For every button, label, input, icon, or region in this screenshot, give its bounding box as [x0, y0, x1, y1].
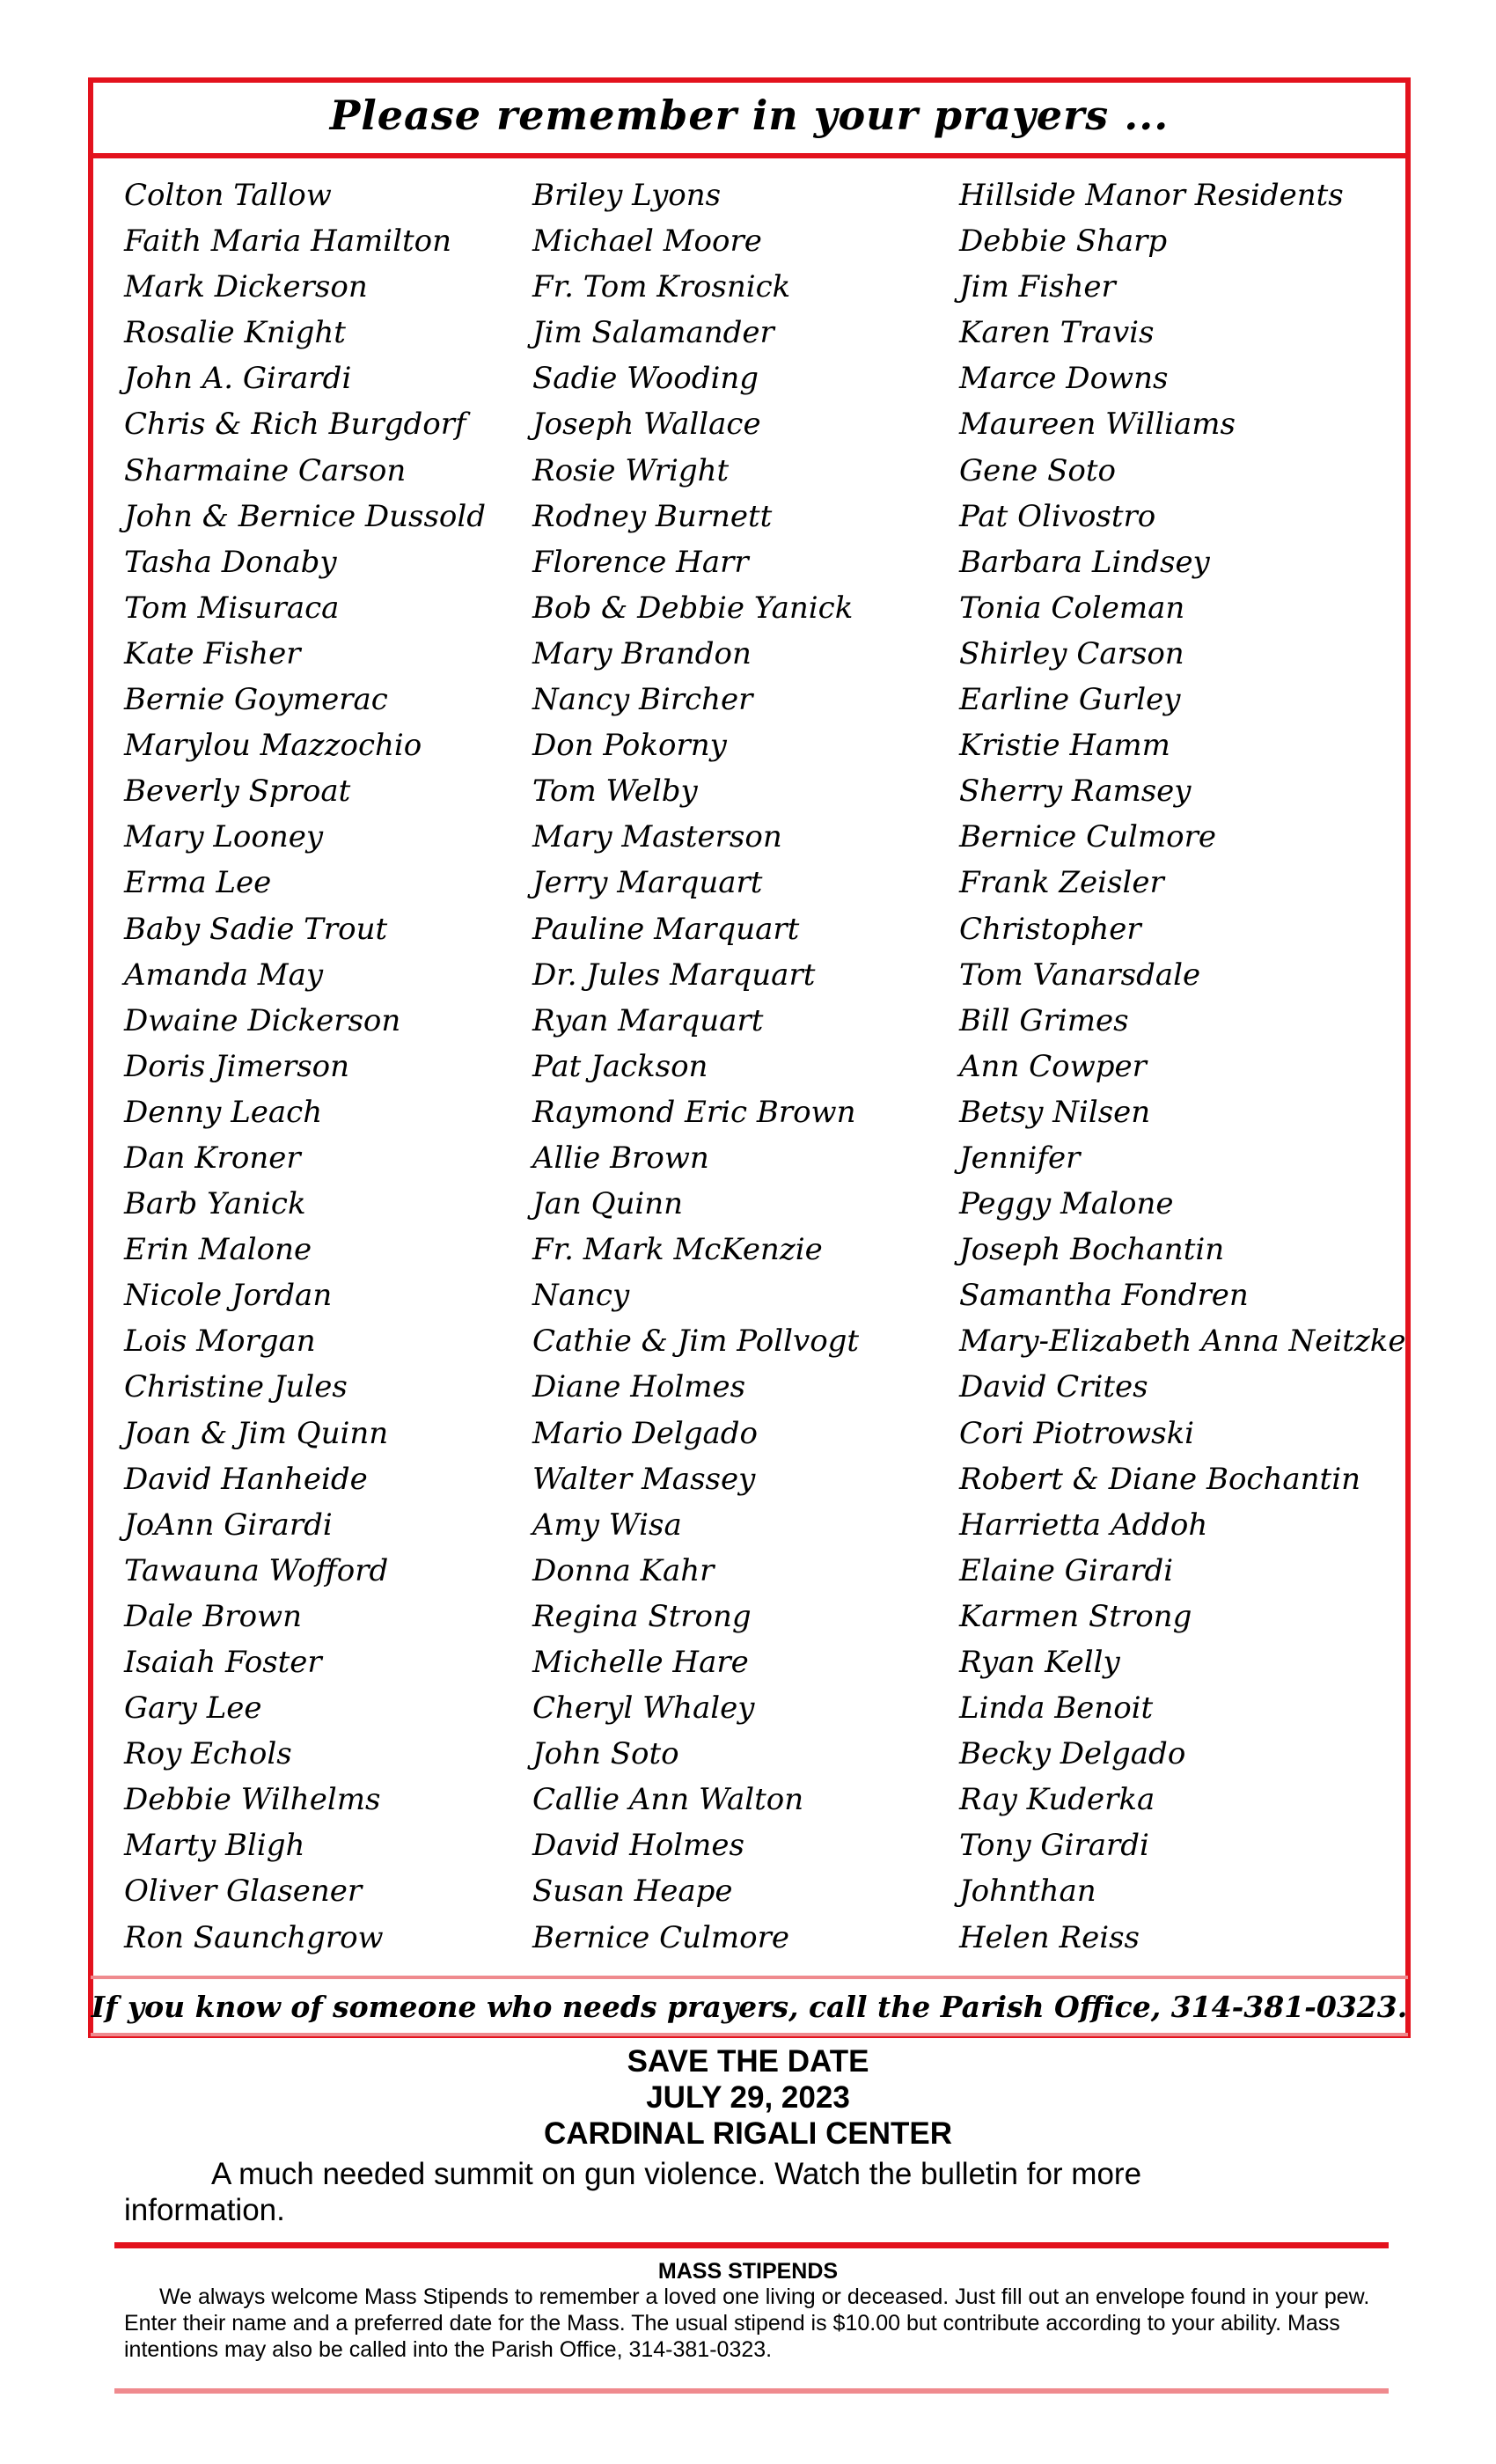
prayer-name: Tawauna Wofford: [124, 1552, 389, 1588]
prayer-name: Raymond Eric Brown: [532, 1094, 856, 1130]
prayer-name: Frank Zeisler: [959, 865, 1164, 901]
prayer-name: Bernice Culmore: [959, 819, 1216, 855]
prayer-name: Rodney Burnett: [532, 498, 773, 534]
prayer-name: Briley Lyons: [532, 178, 722, 213]
prayer-name: Jim Fisher: [959, 269, 1116, 305]
prayer-name: Shirley Carson: [959, 635, 1184, 671]
prayer-name: Walter Massey: [532, 1461, 756, 1497]
prayer-name: Ryan Kelly: [959, 1645, 1120, 1680]
prayer-name: Gary Lee: [124, 1690, 262, 1727]
prayer-name: Jennifer: [959, 1140, 1081, 1176]
prayer-name: Pat Olivostro: [959, 498, 1156, 534]
prayer-name: Chris & Rich Burgdorf: [124, 407, 466, 443]
prayer-name: Betsy Nilsen: [959, 1094, 1151, 1130]
prayer-name: Elaine Girardi: [959, 1552, 1174, 1588]
prayer-name: Michael Moore: [532, 224, 762, 260]
prayer-name: David Holmes: [532, 1828, 744, 1864]
prayer-name: Kate Fisher: [124, 635, 301, 671]
prayer-name: Debbie Wilhelms: [124, 1782, 381, 1818]
prayer-name: Marce Downs: [959, 361, 1169, 397]
prayer-name: Linda Benoit: [959, 1690, 1154, 1727]
prayer-name: Donna Kahr: [532, 1552, 715, 1588]
section-divider: [114, 2242, 1389, 2248]
prayer-name: Joseph Wallace: [532, 407, 761, 443]
prayer-name: David Hanheide: [124, 1461, 368, 1497]
prayer-name: Allie Brown: [532, 1140, 709, 1176]
prayer-name: Peggy Malone: [959, 1186, 1174, 1222]
prayer-name: Erin Malone: [124, 1232, 312, 1268]
prayer-name: Oliver Glasener: [124, 1874, 363, 1910]
prayer-name: Becky Delgado: [959, 1736, 1186, 1772]
prayer-name: Mary-Elizabeth Anna Neitzke: [959, 1324, 1406, 1360]
prayer-name: Colton Tallow: [124, 178, 332, 213]
prayer-name: Ann Cowper: [959, 1048, 1147, 1084]
event-date: JULY 29, 2023: [646, 2080, 850, 2115]
prayer-name: Isaiah Foster: [124, 1645, 322, 1680]
prayer-name: Denny Leach: [124, 1094, 323, 1130]
prayer-name: Amy Wisa: [532, 1507, 682, 1543]
prayer-name: Debbie Sharp: [959, 224, 1168, 260]
prayer-name: Johnthan: [959, 1874, 1096, 1910]
prayer-name: Barb Yanick: [124, 1186, 306, 1222]
prayer-name: Rosalie Knight: [124, 315, 346, 351]
prayer-column-3: [959, 172, 1406, 1961]
prayer-name: David Crites: [959, 1369, 1148, 1405]
prayer-column-1: [124, 172, 486, 1961]
prayer-name: Marty Bligh: [124, 1828, 305, 1864]
prayer-name: Erma Lee: [124, 865, 272, 901]
prayer-name: Baby Sadie Trout: [124, 911, 388, 947]
prayer-name: Bernice Culmore: [532, 1919, 789, 1955]
prayer-name: Sharmaine Carson: [124, 452, 407, 488]
prayer-name: Karen Travis: [959, 315, 1155, 351]
prayer-name: Hillside Manor Residents: [959, 178, 1344, 213]
prayer-name: Doris Jimerson: [124, 1048, 350, 1084]
prayer-name: Earline Gurley: [959, 682, 1181, 718]
prayer-name: Cheryl Whaley: [532, 1690, 755, 1727]
prayer-name: Christopher: [959, 911, 1141, 947]
prayer-name: Dale Brown: [124, 1598, 303, 1634]
prayer-name: Robert & Diane Bochantin: [959, 1461, 1360, 1497]
prayer-name: John & Bernice Dussold: [124, 498, 487, 534]
prayer-name: Mark Dickerson: [124, 269, 368, 305]
prayer-name: Joseph Bochantin: [959, 1232, 1225, 1268]
prayer-name: Jim Salamander: [532, 315, 774, 351]
prayer-name: Bill Grimes: [959, 1002, 1129, 1038]
bottom-divider: [114, 2388, 1389, 2394]
prayer-name: Nancy Bircher: [532, 682, 753, 718]
prayer-name: Nancy: [532, 1278, 630, 1314]
prayer-name: Mary Looney: [124, 819, 324, 855]
prayer-name: Samantha Fondren: [959, 1278, 1249, 1314]
prayer-name: Kristie Hamm: [959, 728, 1170, 764]
prayer-name: Dr. Jules Marquart: [532, 957, 816, 993]
prayer-name: John Soto: [532, 1736, 679, 1772]
prayer-name: Nicole Jordan: [124, 1278, 333, 1314]
prayer-name: Harrietta Addoh: [959, 1507, 1208, 1543]
prayer-name: Mary Masterson: [532, 819, 782, 855]
prayer-name: Karmen Strong: [959, 1598, 1192, 1634]
prayer-name: Gene Soto: [959, 452, 1117, 488]
prayer-name: Cathie & Jim Pollvogt: [532, 1324, 860, 1360]
prayer-name: John A. Girardi: [124, 361, 352, 397]
prayer-name: Michelle Hare: [532, 1645, 749, 1680]
prayer-name: Pat Jackson: [532, 1048, 708, 1084]
prayer-name: Susan Heape: [532, 1874, 733, 1910]
prayer-name: Florence Harr: [532, 544, 749, 580]
prayer-name: Ryan Marquart: [532, 1002, 764, 1038]
prayer-name: Marylou Mazzochio: [124, 728, 422, 764]
prayer-name: Tom Vanarsdale: [959, 957, 1201, 993]
prayer-name: Dan Kroner: [124, 1140, 301, 1176]
mass-stipends-body: We always welcome Mass Stipends to remember a loved one living or deceased. Just fill out an envelope found in your pew. Enter their name and a preferred date for the Mass. The usual stipend is $10.00 but contribute according to your ability. Mass intentions may also be called into the Parish Office, 314-381-0323.: [124, 2284, 1370, 2362]
prayer-name: Sherry Ramsey: [959, 774, 1192, 810]
prayer-list-header: [88, 77, 1411, 158]
prayer-name: Fr. Tom Krosnick: [532, 269, 791, 305]
prayer-list-title: Please remember in your prayers ...: [329, 92, 1170, 139]
prayer-name: Helen Reiss: [959, 1919, 1140, 1955]
prayer-name: Ron Saunchgrow: [124, 1919, 384, 1955]
footer-divider-top: [91, 1976, 1408, 1979]
prayer-name: Barbara Lindsey: [959, 544, 1210, 580]
prayer-name: Sadie Wooding: [532, 361, 759, 397]
event-location: CARDINAL RIGALI CENTER: [543, 2116, 953, 2151]
save-the-date-heading: SAVE THE DATE: [627, 2044, 869, 2079]
prayer-name: Tom Welby: [532, 774, 698, 810]
prayer-name: Cori Piotrowski: [959, 1415, 1195, 1451]
prayer-name: Beverly Sproat: [124, 774, 351, 810]
prayer-name: Tonia Coleman: [959, 590, 1185, 626]
prayer-name: Amanda May: [124, 957, 324, 993]
prayer-name: Don Pokorny: [532, 728, 727, 764]
prayer-name: Faith Maria Hamilton: [124, 224, 452, 260]
prayer-name: Ray Kuderka: [959, 1782, 1155, 1818]
event-description: A much needed summit on gun violence. Watch the bulletin for more information.: [124, 2157, 1142, 2227]
prayer-name: Lois Morgan: [124, 1324, 316, 1360]
prayer-name: Mary Brandon: [532, 635, 752, 671]
footer-divider-bottom: [91, 2033, 1408, 2036]
prayer-name: Pauline Marquart: [532, 911, 800, 947]
prayer-name: Fr. Mark McKenzie: [532, 1232, 823, 1268]
prayer-name: JoAnn Girardi: [124, 1507, 333, 1543]
prayer-name: Callie Ann Walton: [532, 1782, 804, 1818]
mass-stipends-heading: MASS STIPENDS: [657, 2259, 839, 2284]
prayer-name: Bob & Debbie Yanick: [532, 590, 854, 626]
prayer-name: Maureen Williams: [959, 407, 1236, 443]
prayer-name: Joan & Jim Quinn: [124, 1415, 389, 1451]
prayer-name: Diane Holmes: [532, 1369, 746, 1405]
prayer-name: Regina Strong: [532, 1598, 752, 1634]
prayer-name: Rosie Wright: [532, 452, 730, 488]
prayer-name: Dwaine Dickerson: [124, 1002, 401, 1038]
prayer-name: Tom Misuraca: [124, 590, 340, 626]
prayer-name: Bernie Goymerac: [124, 682, 388, 718]
prayer-name: Christine Jules: [124, 1369, 348, 1405]
prayer-name: Tony Girardi: [959, 1828, 1149, 1864]
prayer-column-2: [532, 172, 859, 1961]
prayer-name: Jan Quinn: [532, 1186, 684, 1222]
prayer-name: Roy Echols: [124, 1736, 292, 1772]
prayer-name: Mario Delgado: [532, 1415, 759, 1451]
prayer-footer-note: If you know of someone who needs prayers, call the Parish Office, 314-381-0323.: [91, 1989, 1408, 2024]
prayer-name: Tasha Donaby: [124, 544, 337, 580]
prayer-name: Jerry Marquart: [532, 865, 763, 901]
